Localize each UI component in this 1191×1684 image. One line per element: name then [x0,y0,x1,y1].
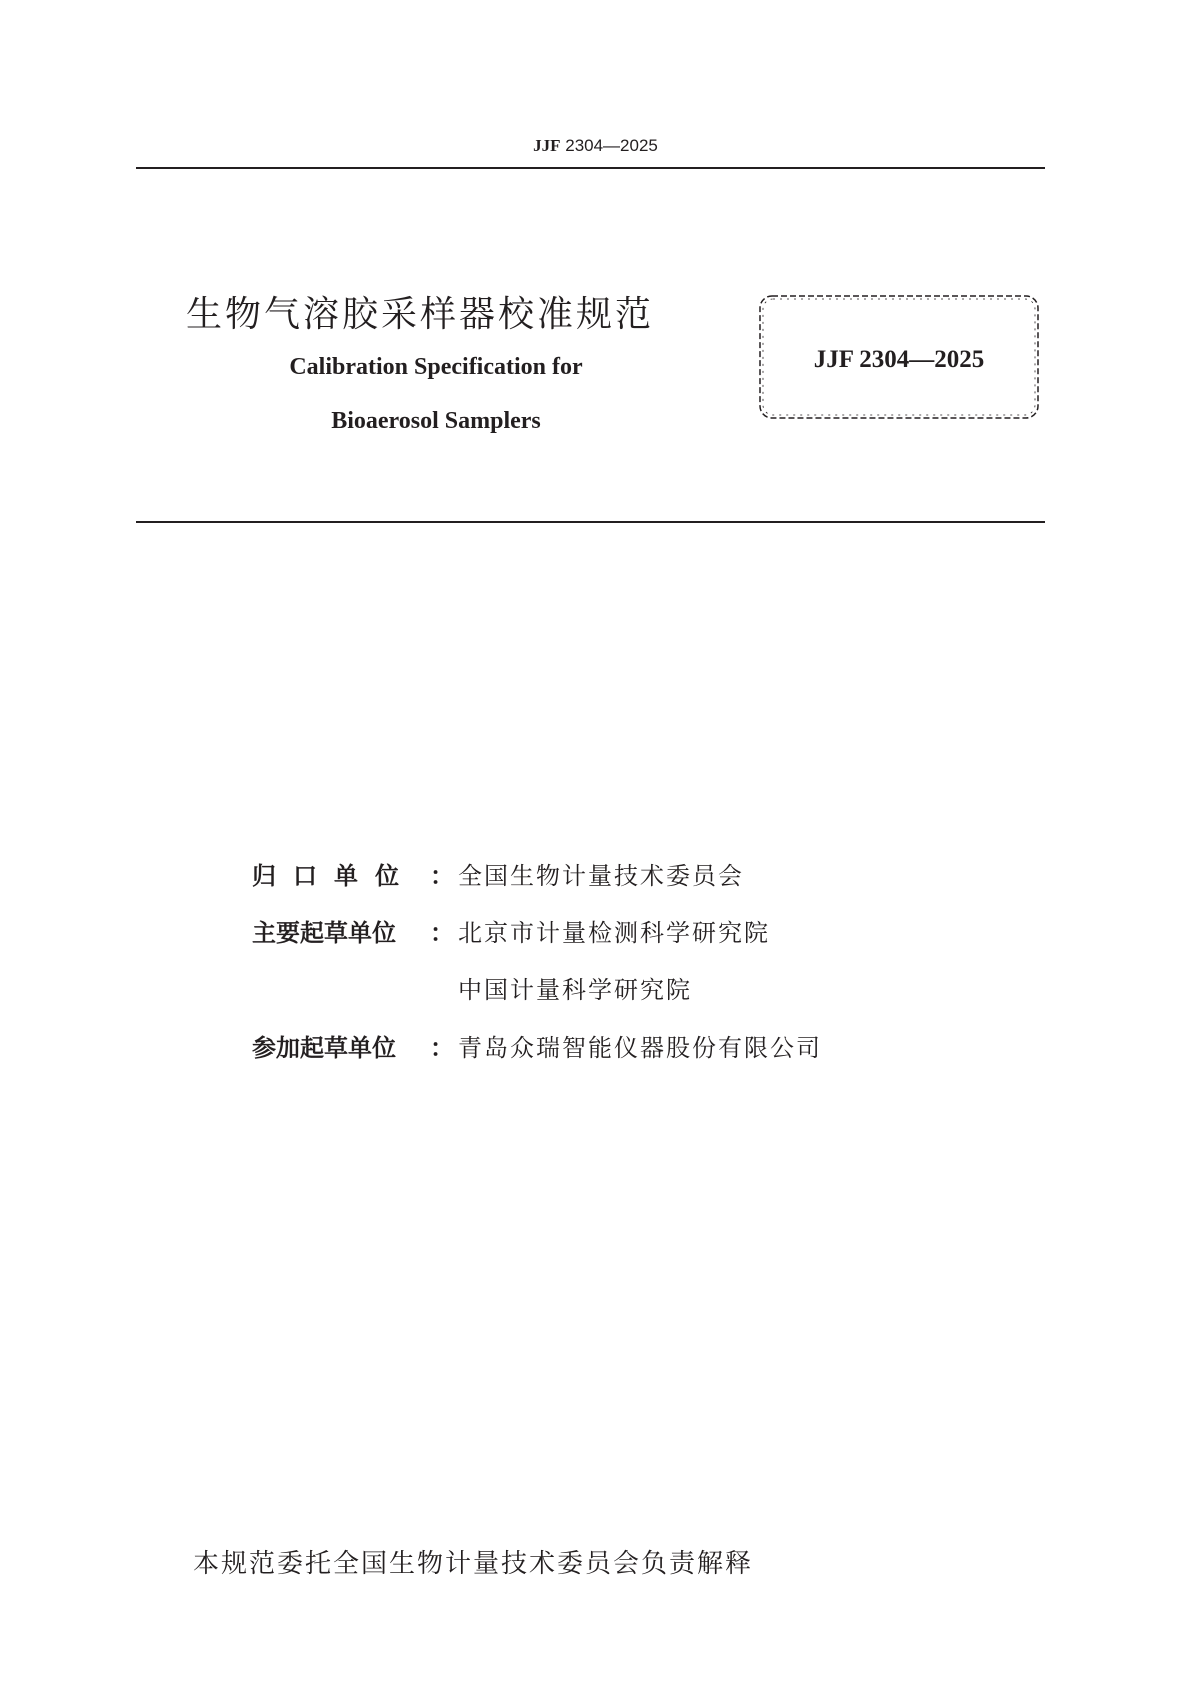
header-code-number: 2304—2025 [565,136,658,155]
main-drafting-value-2: 中国计量科学研究院 [458,976,692,1004]
colon: ： [430,862,454,890]
participating-drafting-row [252,1028,822,1063]
main-drafting-label: 主要起草单位 [252,919,396,947]
title-chinese: 生物气溶胶采样器校准规范 [186,294,655,335]
title-english-line1: Calibration Specification for [289,354,583,380]
responsible-unit-row [252,856,744,891]
main-drafting-row-2 [252,970,692,1005]
participating-drafting-value: 青岛众瑞智能仪器股份有限公司 [458,1034,822,1062]
main-drafting-row [252,913,770,948]
top-divider [136,167,1045,169]
middle-divider [136,521,1045,523]
header-code-prefix: JJF [533,136,561,155]
responsible-unit-value: 全国生物计量技术委员会 [458,862,744,890]
colon: ： [430,919,454,947]
interpretation-note: 本规范委托全国生物计量技术委员会负责解释 [193,1549,754,1579]
colon: ： [430,1034,454,1062]
header-document-code [0,136,1191,156]
code-box-text: JJF 2304—2025 [813,346,985,373]
participating-drafting-label: 参加起草单位 [252,1034,396,1062]
document-code-box [757,293,1041,421]
main-drafting-value-1: 北京市计量检测科学研究院 [458,919,770,947]
responsible-unit-label: 归口单位 [252,862,416,890]
title-english-line2: Bioaerosol Samplers [331,408,541,434]
